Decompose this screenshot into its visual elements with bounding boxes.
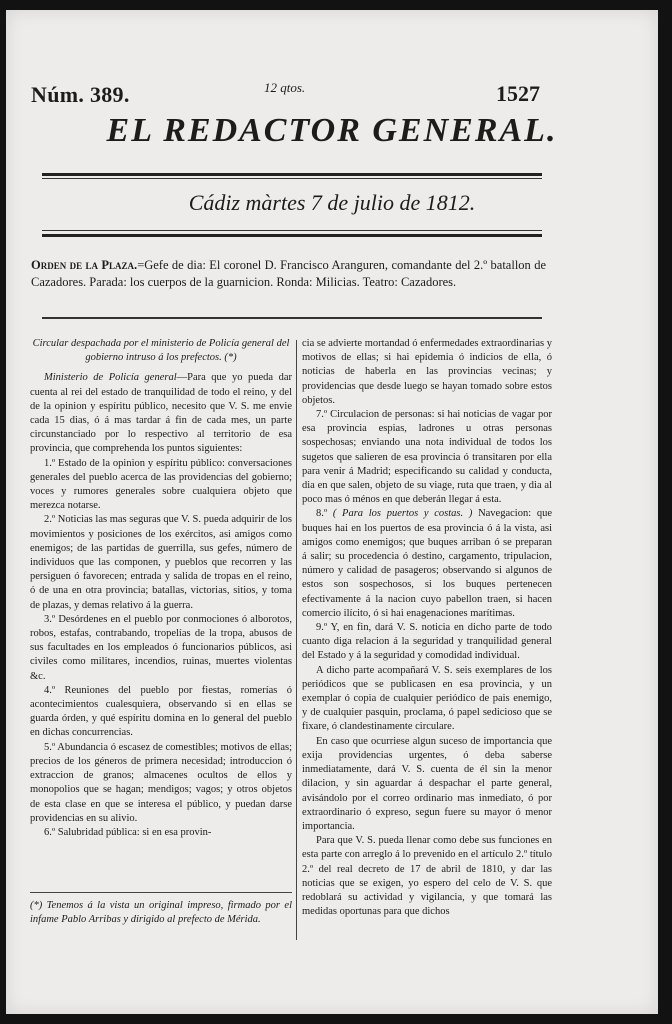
newspaper-page [6, 10, 658, 1014]
footnote: (*) Tenemos á la vista un original impreso, firmado por el infame Pablo Arribas y dirigido al prefecto de Mérida. [30, 900, 292, 926]
masthead-rule-top-thin [42, 178, 542, 179]
paragraph-periodicos: A dicho parte acompañará V. S. seis exemplares de los periódicos que se publicasen en esa provincia, y un exemplar ó copia de cualquier periódico de pais enemigo, y de cualquier pasquin, proclama, ó papel sedicioso que se fixare, ó clandestinamente circulare. [302, 664, 552, 733]
footnote-rule [30, 892, 292, 893]
item-6: 6.º Salubridad pública: si en esa provin- [44, 826, 212, 838]
left-column [30, 337, 292, 840]
item-7: 7.º Circulacion de personas: si hai noticias de vagar por esa provincia espias, ladrones u otras personas sospechosas; enviando una nota individual de todos los sugetos que salieren de esa provincia ó transitaren por ella para venir á Madrid; especificando su calidad y conducta, dia en que salen, objeto de su viage, ruta que traen, y dia al poco mas ó ménos en que deberán llegar á esta. [302, 409, 552, 506]
issue-price: 12 qtos. [264, 80, 306, 95]
paragraph-funciones: Para que V. S. pueda llenar como debe sus funciones en esta parte con arreglo á lo prevenido en el artículo 2.º título 2.º del real decreto de 17 de abril de 1810, y dar las noticias que se exigen, yo espero del celo de V. S. que redoblará su actividad y vigilancia, y que tomará las medidas oportunas para que dichos [302, 835, 552, 918]
item-2: 2.º Noticias las mas seguras que V. S. pueda adquirir de los movimientos y posiciones de los exércitos, asi amigos como enemigos; de las partidas de guerrilla, sus gefes, número de individuos que las componen, y pueblos que recorren y las persiguen ó favorecen; entrada y salida de tropas en el reino, ó de una en otra provincia; batallas, victorias, sitios, y toma de plazas, y demas relativo á la guerra. [30, 514, 292, 611]
item-4: 4.º Reuniones del pueblo por fiestas, romerías ó acontecimientos cualesquiera, observando si en ellas se guarda órden, y qué espíritu domina en lo general del pueblo en dichas concurrencias. [30, 684, 292, 739]
masthead-rule-top [42, 173, 542, 176]
item-8 [302, 507, 552, 621]
right-column [302, 337, 552, 919]
page-number: 1527 [496, 81, 540, 106]
dateline-rule-thick [42, 234, 542, 237]
item-1: 1.º Estado de la opinion y espíritu público: conversaciones generales del pueblo acerca de las providencias del gobierno; voces y rumores generales sobre cualquiera objeto que merezca notarse. [30, 457, 292, 512]
item-8-text: Navegacion: que buques hai en los puertos de esa provincia ó á la vista, asi amigos como enemigos; que buques arriban ó se preparan á salir; su procedencia ó destino, cargamento, tripulacion, número y calidad de pasageros; observando si algunos de estos son sospechosos, si los buques pertenecen efectivamente á la nacion cuyo pabellon traen, si hacen comercio ilícito, ó si hai enagenaciones marítimas. [302, 508, 552, 619]
item-5: 5.º Abundancia ó escasez de comestibles; motivos de ellas; precios de los géneros de primera necesidad; introduccion ó extraccion de granos; almacenes ocultos de ellos y monopolios que se hagan; mendigos; vagos; y otros objetos de esta clase en que se interesa el público, y puedan darse providencias en su alivio. [30, 741, 292, 824]
circular-title: Circular despachada por el ministerio de Policía general del gobierno intruso á los prefectos. (*) [32, 338, 290, 364]
issue-number: Núm. 389. [31, 82, 130, 107]
item-3: 3.º Desórdenes en el pueblo por conmociones ó alborotos, robos, estafas, contrabando, tropelías de la tropa, abusos de sus facultades en los empleados ó funcionarios públicos, asi civiles como militares, incendios, ruinas, muertes violentas &c. [30, 613, 292, 682]
item-8-heading: ( Para los puertos y costas. ) [332, 508, 473, 520]
circular-intro [30, 371, 292, 456]
intro-text: —Para que yo pueda dar cuenta al rei del estado de tranquilidad de todo el reino, y del de la opinion y espíritu público, necesito que V. S. me envie cada 15 dias, ó á mas tardar á fin de cada mes, un parte circunstanciado por lo respectivo al territorio de esa provincia, que comprehenda los puntos siguientes: [30, 372, 293, 455]
section-rule [42, 317, 542, 319]
paragraph-urgentes: En caso que ocurriese algun suceso de importancia que exija providencias urgentes, ó deba saberse inmediatamente, dará V. S. cuenta de él sin la menor dilacion, y sin aguardar á despachar el parte general, avisándolo por el correo ordinario mas inmediato, ó por extraordinario ó expreso, segun fuere su mayor ó menor importancia. [302, 735, 552, 832]
orden-de-la-plaza [31, 257, 546, 290]
item-6-continued: cia se advierte mortandad ó enfermedades extraordinarias y motivos de ellas; si hai epidemia ó indicios de ella, ó noticias de haberla en las provincias vecinas; y providencias que desde luego se hayan tomado sobre estos objetos. [302, 338, 552, 406]
column-divider [296, 340, 297, 940]
dateline: Cádiz màrtes 7 de julio de 1812. [188, 190, 476, 215]
masthead-title: EL REDACTOR GENERAL. [106, 112, 558, 149]
item-8-label: 8.º [316, 508, 328, 520]
orden-text: =Gefe de dia: El coronel D. Francisco Aranguren, comandante del 2.º batallon de Cazadores. Parada: los cuerpos de la guarnicion. Ronda: Milicias. Teatro: Cazadores. [31, 258, 546, 289]
dateline-rule-thin [42, 230, 542, 231]
orden-label: Orden de la Plaza. [31, 258, 138, 272]
item-9: 9.º Y, en fin, dará V. S. noticia en dicho parte de todo cuanto diga relacion á la seguridad y tranquilidad general del Estado y á la seguridad y comodidad individual. [302, 622, 552, 662]
ministerio-label: Ministerio de Policía general [44, 372, 177, 384]
